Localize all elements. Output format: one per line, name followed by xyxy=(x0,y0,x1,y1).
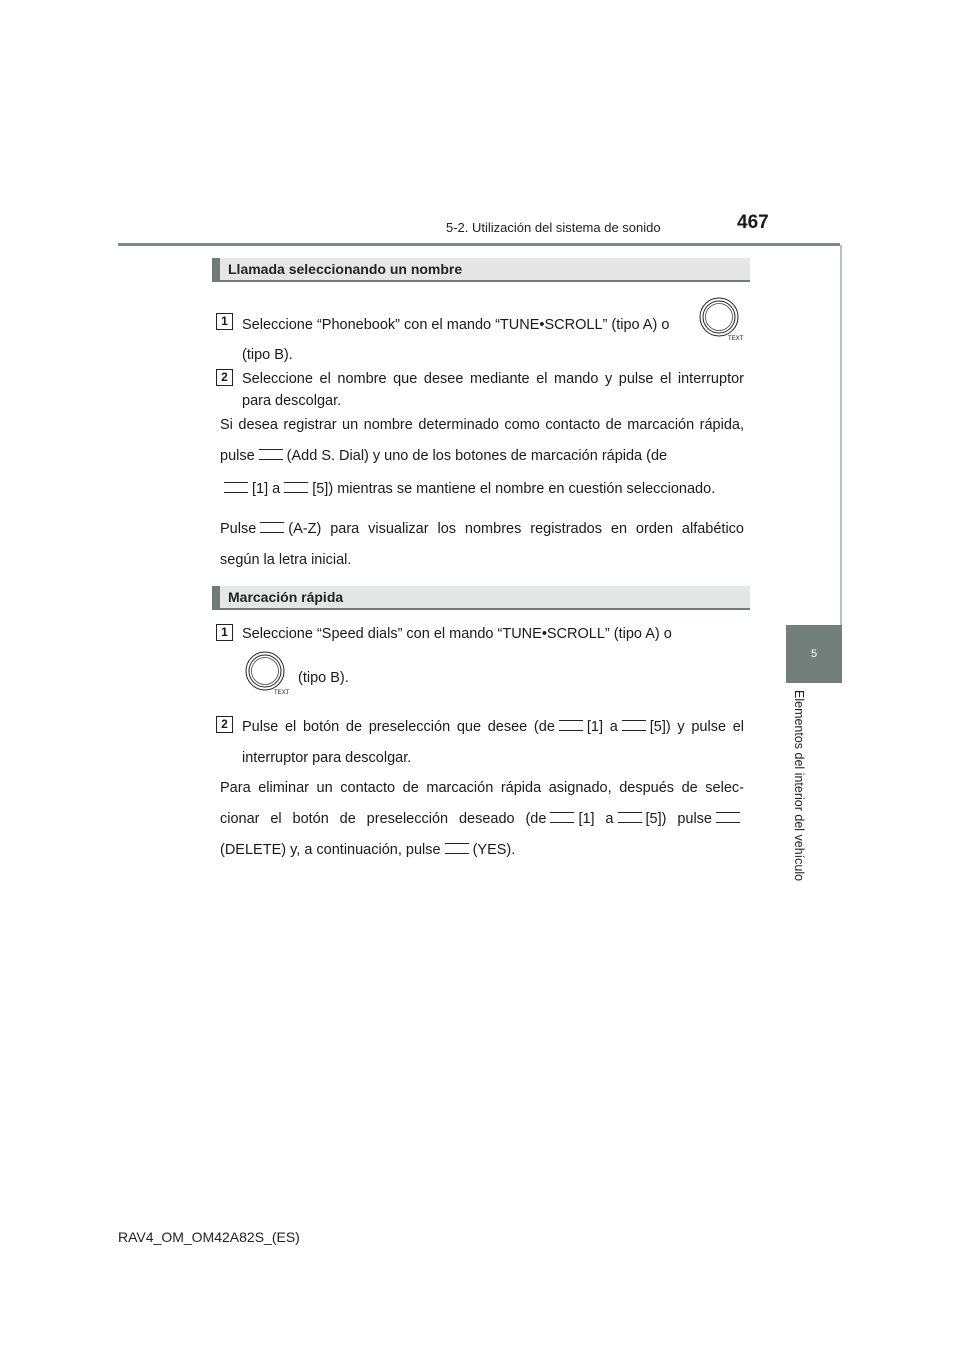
step-number: 1 xyxy=(216,624,233,641)
note-paragraph: Para eliminar un contacto de marcación rápida asignado, después de selec-cionar el botón de preselección deseado (de [1] a [5]) pulse (DELETE) y, a continuación, pulse (YES). xyxy=(220,780,744,858)
note-paragraph: [1] a [5]) mientras se mantiene el nombre en cuestión seleccionado. xyxy=(220,474,744,505)
chapter-tab xyxy=(786,625,842,683)
header-section-title: 5-2. Utilización del sistema de sonido xyxy=(446,220,661,235)
section-title-call-by-name: Llamada seleccionando un nombre xyxy=(212,258,750,282)
yes-button-icon xyxy=(445,843,469,854)
step-text: Seleccione el nombre que desee mediante el mando y pulse el interruptor para descolgar. xyxy=(242,371,744,409)
preset-button-icon xyxy=(224,482,248,493)
document-code: RAV4_OM_OM42A82S_(ES) xyxy=(118,1229,300,1245)
knob-label: TEXT xyxy=(274,690,290,696)
step-text: (tipo B). xyxy=(298,670,349,686)
preset-button-icon xyxy=(550,812,574,823)
step-number: 2 xyxy=(216,716,233,733)
add-speed-dial-button-icon xyxy=(259,449,283,460)
tune-knob-icon xyxy=(244,650,290,696)
tune-knob-icon xyxy=(698,296,744,342)
chapter-number: 5 xyxy=(810,648,818,660)
step-text: Seleccione “Phonebook” con el mando “TUNE•SCROLL” (tipo A) o xyxy=(242,317,670,333)
step-number: 1 xyxy=(216,313,233,330)
side-rule xyxy=(840,245,842,625)
chapter-title: Elementos del interior del vehículo xyxy=(792,690,806,882)
header-rule xyxy=(118,243,840,246)
delete-button-icon xyxy=(716,812,740,823)
knob-label: TEXT xyxy=(728,336,744,342)
step-text: Seleccione “Speed dials” con el mando “TUNE•SCROLL” (tipo A) o xyxy=(242,626,672,642)
preset-button-icon xyxy=(622,720,646,731)
note-paragraph: Si desea registrar un nombre determinado como contacto de marcación rápida, pulse (Add S. Dial) y uno de los botones de marcación rápida (de xyxy=(220,417,744,464)
step-number: 2 xyxy=(216,369,233,386)
preset-button-icon xyxy=(559,720,583,731)
step-text: Pulse el botón de preselección que desee (de [1] a [5]) y pulse el interruptor para descolgar. xyxy=(242,719,745,766)
preset-button-icon xyxy=(284,482,308,493)
a-z-button-icon xyxy=(260,522,284,533)
section-title-speed-dial: Marcación rápida xyxy=(212,586,750,610)
page-number: 467 xyxy=(737,212,769,233)
preset-button-icon xyxy=(618,812,642,823)
step-text: (tipo B). xyxy=(242,347,293,363)
note-paragraph: Pulse (A-Z) para visualizar los nombres registrados en orden alfabético según la letra inicial. xyxy=(220,521,744,568)
